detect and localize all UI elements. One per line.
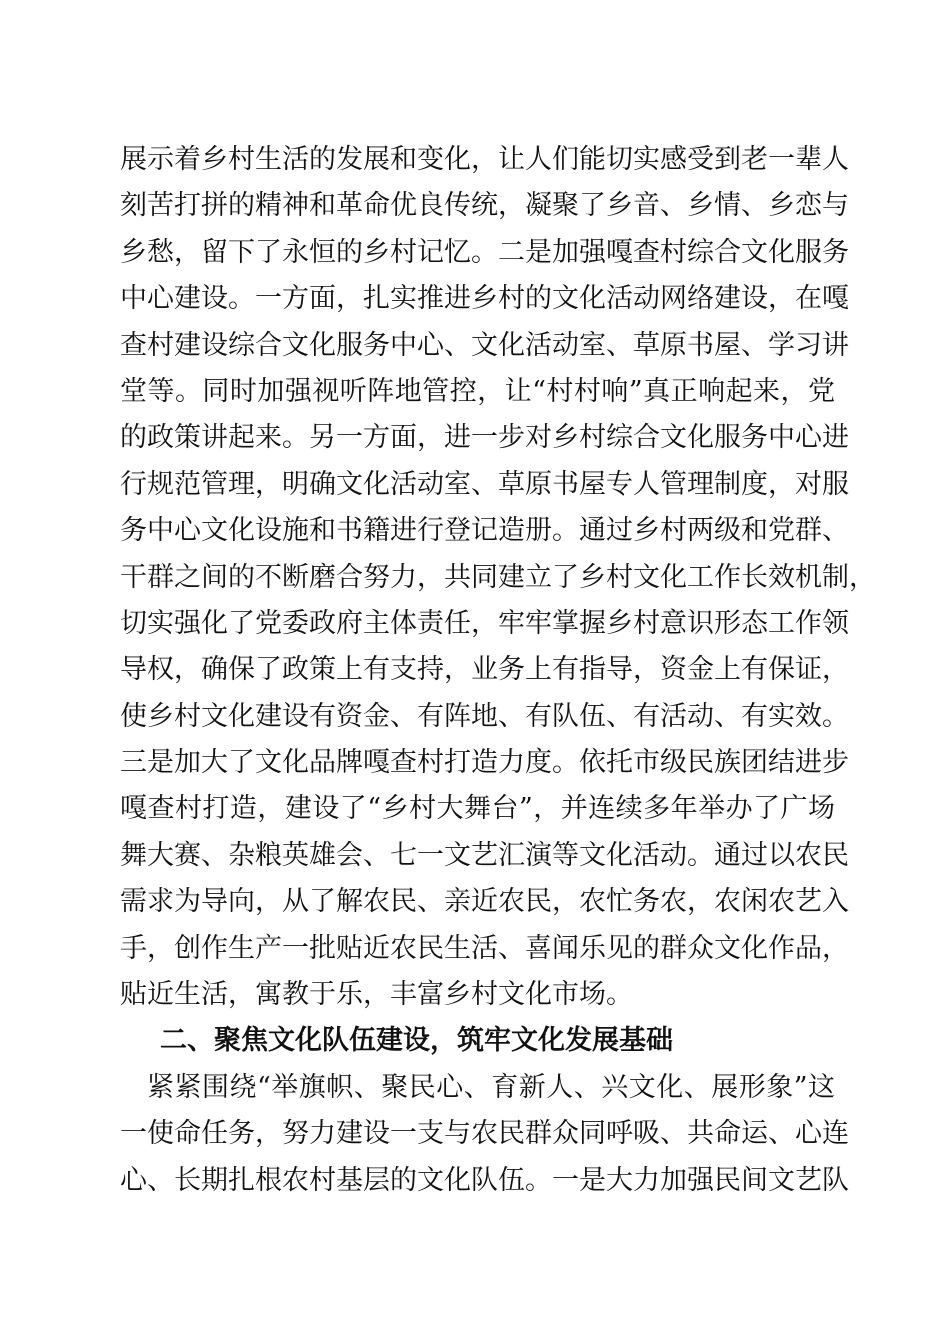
paragraph-line: 刻苦打拼的精神和革命优良传统，凝聚了乡音、乡情、乡恋与 xyxy=(120,190,849,222)
paragraph-line: 切实强化了党委政府主体责任，牢牢掌握乡村意识形态工作领 xyxy=(120,607,849,639)
body-text xyxy=(120,137,876,1204)
paragraph-line: 心、长期扎根农村基层的文化队伍。一是大力加强民间文艺队 xyxy=(120,1164,849,1196)
paragraph-line: 手，创作生产一批贴近农民生活、喜闻乐见的群众文化作品， xyxy=(120,932,849,964)
paragraph-line: 舞大赛、杂粮英雄会、七一文艺汇演等文化活动。通过以农民 xyxy=(120,839,849,871)
paragraph-line: 紧紧围绕“举旗帜、聚民心、育新人、兴文化、展形象”这 xyxy=(147,1071,835,1103)
paragraph-line: 需求为导向，从了解农民、亲近农民，农忙务农，农闲农艺入 xyxy=(120,886,849,918)
paragraph-line: 行规范管理，明确文化活动室、草原书屋专人管理制度，对服 xyxy=(120,468,849,500)
paragraph-line: 嘎查村打造，建设了“乡村大舞台”，并连续多年举办了广场 xyxy=(120,793,835,825)
paragraph-line: 干群之间的不断磨合努力，共同建立了乡村文化工作长效机制， xyxy=(120,561,876,593)
paragraph-line: 堂等。同时加强视听阵地管控，让“村村响”真正响起来，党 xyxy=(120,375,835,407)
paragraph-line: 贴近生活，寓教于乐，丰富乡村文化市场。 xyxy=(120,979,633,1011)
paragraph-line: 乡愁，留下了永恒的乡村记忆。二是加强嘎查村综合文化服务 xyxy=(120,236,849,268)
paragraph-line: 使乡村文化建设有资金、有阵地、有队伍、有活动、有实效。 xyxy=(120,700,849,732)
paragraph-line: 展示着乡村生活的发展和变化，让人们能切实感受到老一辈人 xyxy=(120,144,849,175)
paragraph-line: 中心建设。一方面，扎实推进乡村的文化活动网络建设，在嘎 xyxy=(120,283,849,315)
paragraph-line: 一使命任务，努力建设一支与农民群众同呼吸、共命运、心连 xyxy=(120,1118,849,1150)
section-heading: 二、聚焦文化队伍建设，筑牢文化发展基础 xyxy=(160,1025,673,1057)
paragraph-line: 务中心文化设施和书籍进行登记造册。通过乡村两级和党群、 xyxy=(120,515,849,547)
paragraph-line: 的政策讲起来。另一方面，进一步对乡村综合文化服务中心进 xyxy=(120,422,849,454)
paragraph-line: 导权，确保了政策上有支持，业务上有指导，资金上有保证， xyxy=(120,654,849,686)
paragraph-line: 查村建设综合文化服务中心、文化活动室、草原书屋、学习讲 xyxy=(120,329,849,361)
paragraph-line: 三是加大了文化品牌嘎查村打造力度。依托市级民族团结进步 xyxy=(120,747,849,779)
